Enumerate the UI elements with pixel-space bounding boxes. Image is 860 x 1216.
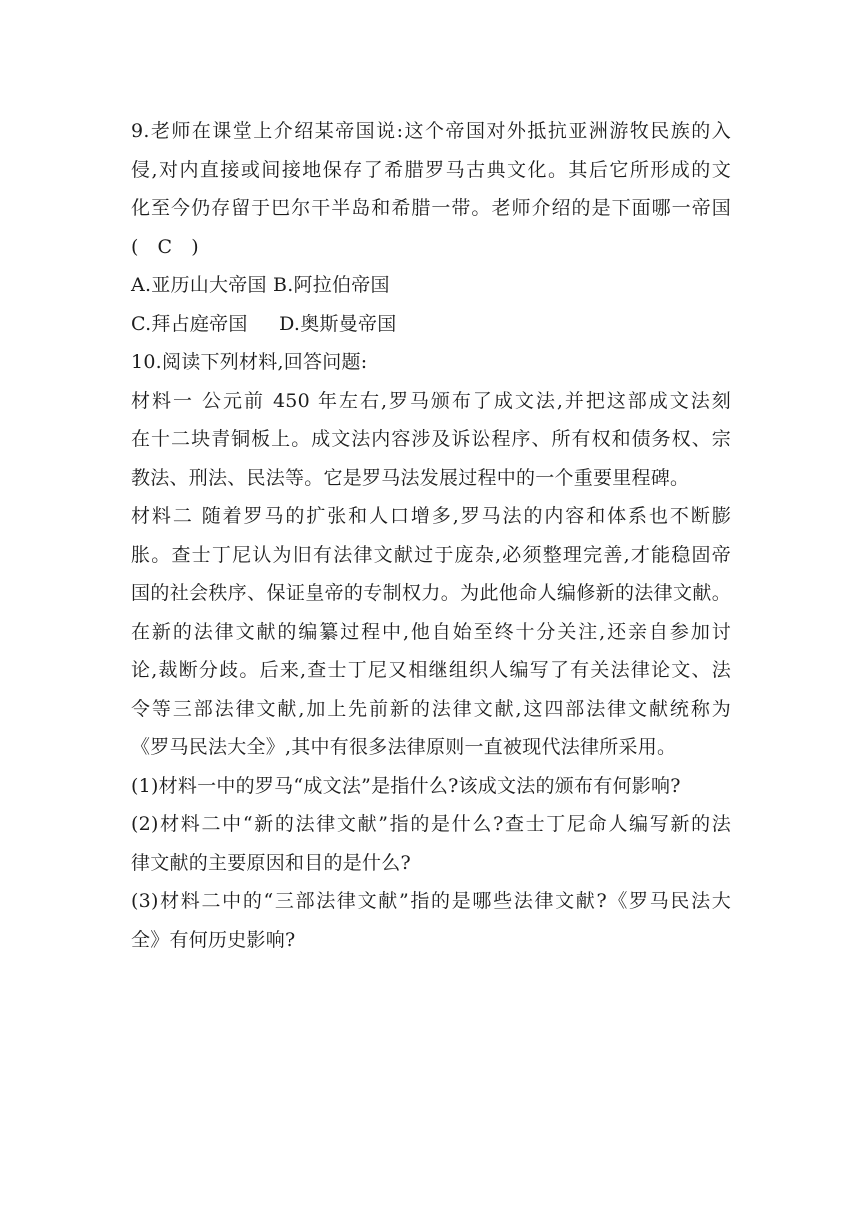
material-two [131, 497, 731, 767]
question-9-answer: ( C ) [131, 235, 199, 258]
material-two-line: 国的社会秩序、保证皇帝的专制权力。为此他命人编修新的法律文献。 [131, 582, 731, 604]
document-body [131, 112, 731, 959]
sub-question-1: (1)材料一中的罗马“成文法”是指什么?该成文法的颁布有何影响? [131, 774, 681, 797]
material-one [131, 382, 731, 498]
question-9-stem-line: 侵,对内直接或间接地保存了希腊罗马古典文化。其后它所形成的文 [131, 158, 731, 181]
question-10-intro: 10.阅读下列材料,回答问题: [131, 351, 368, 373]
question-9-stem-line: 化至今仍存留于巴尔干半岛和希腊一带。老师介绍的是下面哪一帝国 [131, 197, 731, 219]
material-two-line: 材料二 随着罗马的扩张和人口增多,罗马法的内容和体系也不断膨 [131, 505, 731, 527]
question-9-stem-line: 9.老师在课堂上介绍某帝国说:这个帝国对外抵抗亚洲游牧民族的入 [131, 120, 731, 142]
material-two-line: 论,裁断分歧。后来,查士丁尼又相继组织人编写了有关法律论文、法 [131, 659, 731, 681]
material-one-line: 材料一 公元前 450 年左右,罗马颁布了成文法,并把这部成文法刻 [131, 389, 731, 412]
sub-question-2-cont: 律文献的主要原因和目的是什么? [131, 851, 411, 874]
material-two-line: 在新的法律文献的编纂过程中,他自始至终十分关注,还亲自参加讨 [131, 620, 731, 643]
question-9-options-cd: C.拜占庭帝国 D.奥斯曼帝国 [131, 312, 397, 335]
question-9-options-ab: A.亚历山大帝国 B.阿拉伯帝国 [131, 274, 390, 296]
question-10 [131, 343, 731, 959]
sub-questions [131, 767, 731, 960]
material-one-line: 在十二块青铜板上。成文法内容涉及诉讼程序、所有权和债务权、宗 [131, 428, 731, 450]
material-two-line: 令等三部法律文献,加上先前新的法律文献,这四部法律文献统称为 [131, 697, 731, 720]
sub-question-2: (2)材料二中“新的法律文献”指的是什么?查士丁尼命人编写新的法 [131, 813, 731, 835]
question-9 [131, 112, 731, 343]
material-two-line: 胀。查士丁尼认为旧有法律文献过于庞杂,必须整理完善,才能稳固帝 [131, 543, 731, 566]
sub-question-3-cont: 全》有何历史影响? [131, 928, 296, 951]
material-one-line: 教法、刑法、民法等。它是罗马法发展过程中的一个重要里程碑。 [131, 466, 690, 489]
material-two-line: 《罗马民法大全》,其中有很多法律原则一直被现代法律所采用。 [131, 736, 677, 758]
sub-question-3: (3)材料二中的“三部法律文献”指的是哪些法律文献?《罗马民法大 [131, 890, 731, 912]
